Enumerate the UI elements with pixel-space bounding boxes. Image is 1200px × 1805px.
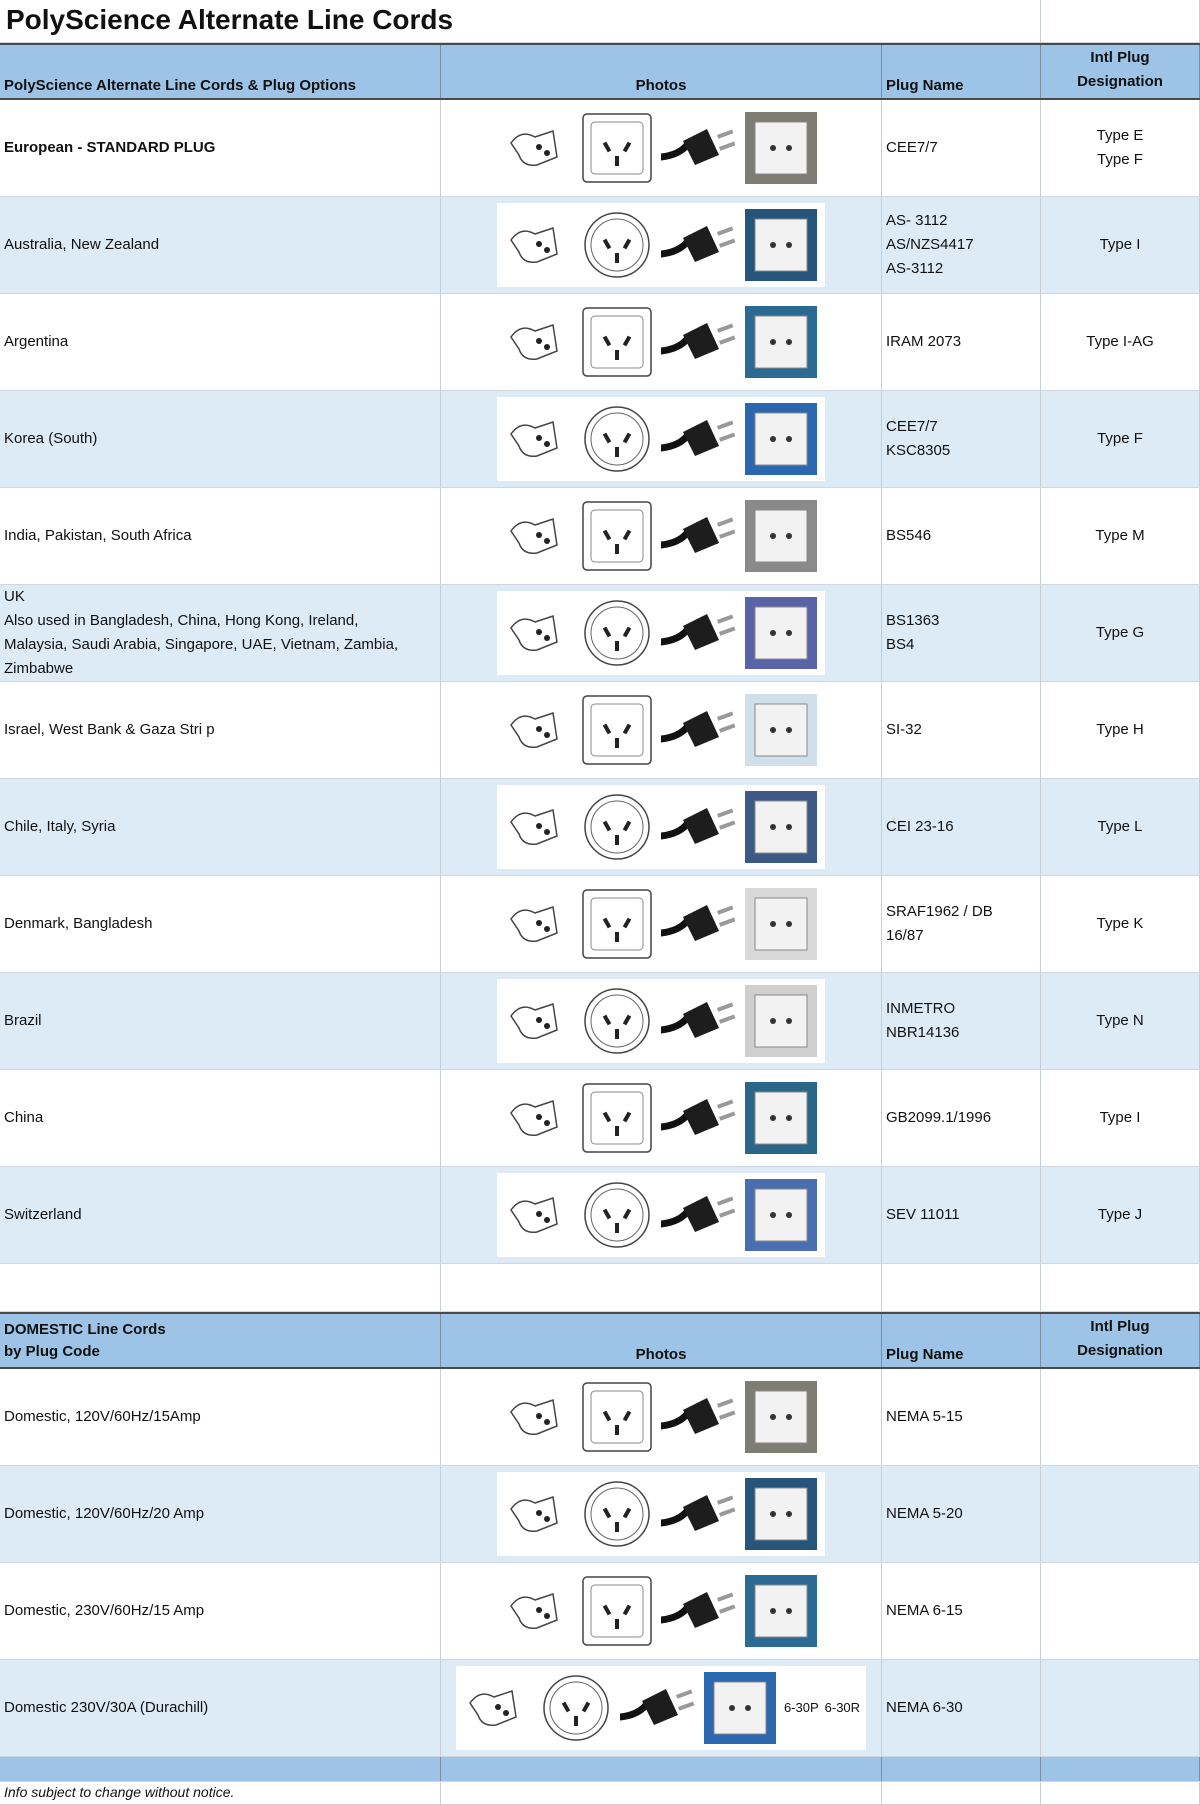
plug-drawing-icon: [503, 1180, 573, 1250]
socket-photo-icon: [743, 304, 819, 380]
plug-name-cell: SEV 11011: [882, 1167, 1041, 1263]
plug-photo-icon: [661, 986, 737, 1056]
plug-photos: [497, 591, 825, 675]
socket-photo-icon: [743, 1080, 819, 1156]
photos-cell: [441, 197, 882, 293]
socket-photo-icon: [743, 207, 819, 283]
photos-cell: [441, 1466, 882, 1562]
plug-photo-icon: [661, 598, 737, 668]
designation-cell: [1041, 1369, 1200, 1465]
photos-cell: [441, 585, 882, 681]
plug-drawing-icon: [503, 210, 573, 280]
socket-photo-icon: [743, 1476, 819, 1552]
plug-drawing-icon: [503, 695, 573, 765]
table-row: [0, 779, 1200, 876]
region-cell: Argentina: [0, 294, 441, 390]
plug-photos: [497, 203, 825, 287]
socket-photo-icon: [743, 401, 819, 477]
region-cell: Domestic, 120V/60Hz/15Amp: [0, 1369, 441, 1465]
plug-drawing-icon: [503, 1576, 573, 1646]
header-cell-designation: Intl Plug Designation: [1041, 1314, 1200, 1367]
outlet-drawing-icon: [579, 595, 655, 671]
photos-cell: [441, 1563, 882, 1659]
photo-label: 6-30R: [824, 1700, 861, 1715]
plug-name-cell: INMETRO NBR14136: [882, 973, 1041, 1069]
region-cell: India, Pakistan, South Africa: [0, 488, 441, 584]
outlet-drawing-icon: [579, 692, 655, 768]
designation-cell: Type I-AG: [1041, 294, 1200, 390]
designation-cell: Type G: [1041, 585, 1200, 681]
socket-photo-icon: [743, 789, 819, 865]
plug-photo-icon: [661, 113, 737, 183]
plug-photo-icon: [661, 1576, 737, 1646]
table-row: [0, 391, 1200, 488]
region-cell: Switzerland: [0, 1167, 441, 1263]
designation-cell: Type N: [1041, 973, 1200, 1069]
table-row: [0, 488, 1200, 585]
socket-photo-icon: [743, 1379, 819, 1455]
outlet-drawing-icon: [538, 1670, 614, 1746]
plug-drawing-icon: [503, 792, 573, 862]
outlet-drawing-icon: [579, 498, 655, 574]
photos-cell: [441, 876, 882, 972]
table-row: [0, 1369, 1200, 1466]
table-row: [0, 197, 1200, 294]
socket-photo-icon: [743, 110, 819, 186]
empty-cell: [882, 0, 1041, 42]
footnote: Info subject to change without notice.: [0, 1782, 441, 1804]
table-row: [0, 1563, 1200, 1660]
blank-row: [0, 1264, 1200, 1312]
outlet-drawing-icon: [579, 304, 655, 380]
plug-name-cell: AS- 3112 AS/NZS4417 AS-3112: [882, 197, 1041, 293]
plug-name-cell: GB2099.1/1996: [882, 1070, 1041, 1166]
outlet-drawing-icon: [579, 401, 655, 477]
table-row: [0, 1660, 1200, 1757]
plug-photo-icon: [661, 1479, 737, 1549]
socket-photo-icon: [743, 1573, 819, 1649]
plug-drawing-icon: [462, 1673, 532, 1743]
region-cell: Brazil: [0, 973, 441, 1069]
footer-band: [0, 1757, 1200, 1782]
designation-cell: Type I: [1041, 1070, 1200, 1166]
designation-cell: Type L: [1041, 779, 1200, 875]
header-cell-photos: Photos: [441, 45, 882, 98]
plug-photos: [497, 1375, 825, 1459]
plug-name-cell: CEE7/7 KSC8305: [882, 391, 1041, 487]
plug-name-cell: BS1363 BS4: [882, 585, 1041, 681]
photos-cell: [441, 779, 882, 875]
plug-name-cell: NEMA 5-20: [882, 1466, 1041, 1562]
plug-photo-icon: [661, 695, 737, 765]
designation-cell: Type I: [1041, 197, 1200, 293]
table-row: [0, 100, 1200, 197]
plug-drawing-icon: [503, 501, 573, 571]
plug-name-cell: SI-32: [882, 682, 1041, 778]
outlet-drawing-icon: [579, 1379, 655, 1455]
plug-drawing-icon: [503, 404, 573, 474]
plug-photo-icon: [620, 1673, 696, 1743]
socket-photo-icon: [743, 692, 819, 768]
header-cell-region: DOMESTIC Line Cords by Plug Code: [0, 1314, 441, 1367]
designation-cell: [1041, 1466, 1200, 1562]
plug-photo-icon: [661, 1083, 737, 1153]
header-cell-designation: Intl Plug Designation: [1041, 45, 1200, 98]
empty-cell: [1041, 0, 1200, 42]
photos-cell: [441, 1660, 882, 1756]
plug-photos: [497, 1076, 825, 1160]
outlet-drawing-icon: [579, 207, 655, 283]
intl-header-row: [0, 43, 1200, 100]
table-row: [0, 1466, 1200, 1563]
outlet-drawing-icon: [579, 1177, 655, 1253]
plug-photo-icon: [661, 1382, 737, 1452]
footnote-row: [0, 1782, 1200, 1805]
domestic-table-body: [0, 1369, 1200, 1757]
designation-cell: [1041, 1660, 1200, 1756]
plug-photos: [497, 979, 825, 1063]
designation-cell: [1041, 1563, 1200, 1659]
table-row: [0, 1070, 1200, 1167]
table-row: [0, 682, 1200, 779]
table-row: [0, 585, 1200, 682]
sheet-title: PolyScience Alternate Line Cords: [6, 4, 454, 35]
designation-cell: Type K: [1041, 876, 1200, 972]
outlet-drawing-icon: [579, 1080, 655, 1156]
plug-name-cell: IRAM 2073: [882, 294, 1041, 390]
plug-photos: [456, 1666, 866, 1750]
region-cell: Chile, Italy, Syria: [0, 779, 441, 875]
plug-photo-icon: [661, 404, 737, 474]
table-row: [0, 973, 1200, 1070]
socket-photo-icon: [743, 886, 819, 962]
photos-cell: [441, 488, 882, 584]
table-row: [0, 1167, 1200, 1264]
domestic-header-row: [0, 1312, 1200, 1369]
photos-cell: [441, 1070, 882, 1166]
designation-cell: Type F: [1041, 391, 1200, 487]
header-cell-plug-name: Plug Name: [882, 45, 1041, 98]
plug-drawing-icon: [503, 307, 573, 377]
plug-drawing-icon: [503, 1382, 573, 1452]
socket-photo-icon: [743, 983, 819, 1059]
plug-photo-icon: [661, 210, 737, 280]
plug-drawing-icon: [503, 889, 573, 959]
designation-cell: Type J: [1041, 1167, 1200, 1263]
region-cell: China: [0, 1070, 441, 1166]
designation-cell: Type M: [1041, 488, 1200, 584]
plug-drawing-icon: [503, 1479, 573, 1549]
plug-photo-icon: [661, 307, 737, 377]
table-row: [0, 876, 1200, 973]
photo-label: 6-30P: [783, 1700, 819, 1715]
socket-photo-icon: [743, 498, 819, 574]
plug-photo-icon: [661, 501, 737, 571]
region-cell: Domestic 230V/30A (Durachill): [0, 1660, 441, 1756]
header-cell-plug-name: Plug Name: [882, 1314, 1041, 1367]
plug-photos: [497, 688, 825, 772]
outlet-drawing-icon: [579, 1476, 655, 1552]
photos-cell: [441, 294, 882, 390]
plug-photo-icon: [661, 1180, 737, 1250]
plug-name-cell: CEI 23-16: [882, 779, 1041, 875]
plug-drawing-icon: [503, 598, 573, 668]
region-cell: European - STANDARD PLUG: [0, 100, 441, 196]
designation-cell: Type E Type F: [1041, 100, 1200, 196]
region-cell: Denmark, Bangladesh: [0, 876, 441, 972]
plug-photos: [497, 397, 825, 481]
plug-photos: [497, 785, 825, 869]
region-cell: Australia, New Zealand: [0, 197, 441, 293]
photos-cell: [441, 100, 882, 196]
photos-cell: [441, 682, 882, 778]
designation-cell: Type H: [1041, 682, 1200, 778]
outlet-drawing-icon: [579, 789, 655, 865]
plug-photos: [497, 494, 825, 578]
socket-photo-icon: [743, 595, 819, 671]
plug-name-cell: CEE7/7: [882, 100, 1041, 196]
title-row: [0, 0, 1200, 43]
region-cell: Domestic, 120V/60Hz/20 Amp: [0, 1466, 441, 1562]
outlet-drawing-icon: [579, 110, 655, 186]
photos-cell: [441, 973, 882, 1069]
plug-drawing-icon: [503, 1083, 573, 1153]
region-cell: Israel, West Bank & Gaza Stri p: [0, 682, 441, 778]
plug-name-cell: SRAF1962 / DB 16/87: [882, 876, 1041, 972]
outlet-drawing-icon: [579, 983, 655, 1059]
outlet-drawing-icon: [579, 886, 655, 962]
region-cell: UK Also used in Bangladesh, China, Hong Kong, Ireland, Malaysia, Saudi Arabia, Singapore, UAE, Vietnam, Zambia, Zimbabwe: [0, 585, 441, 681]
plug-photos: [497, 882, 825, 966]
plug-photos: [497, 1569, 825, 1653]
photos-cell: [441, 1369, 882, 1465]
plug-photos: [497, 1173, 825, 1257]
plug-photos: [497, 106, 825, 190]
photos-cell: [441, 391, 882, 487]
plug-name-cell: NEMA 6-30: [882, 1660, 1041, 1756]
plug-photo-icon: [661, 792, 737, 862]
plug-drawing-icon: [503, 986, 573, 1056]
region-cell: Korea (South): [0, 391, 441, 487]
table-row: [0, 294, 1200, 391]
socket-photo-icon: [702, 1670, 778, 1746]
header-cell-region: PolyScience Alternate Line Cords & Plug Options: [0, 45, 441, 98]
socket-photo-icon: [743, 1177, 819, 1253]
plug-photo-icon: [661, 889, 737, 959]
plug-drawing-icon: [503, 113, 573, 183]
plug-photos: [497, 1472, 825, 1556]
region-cell: Domestic, 230V/60Hz/15 Amp: [0, 1563, 441, 1659]
plug-photos: [497, 300, 825, 384]
outlet-drawing-icon: [579, 1573, 655, 1649]
header-cell-photos: Photos: [441, 1314, 882, 1367]
intl-table-body: [0, 100, 1200, 1264]
photos-cell: [441, 1167, 882, 1263]
plug-name-cell: BS546: [882, 488, 1041, 584]
plug-name-cell: NEMA 6-15: [882, 1563, 1041, 1659]
plug-name-cell: NEMA 5-15: [882, 1369, 1041, 1465]
